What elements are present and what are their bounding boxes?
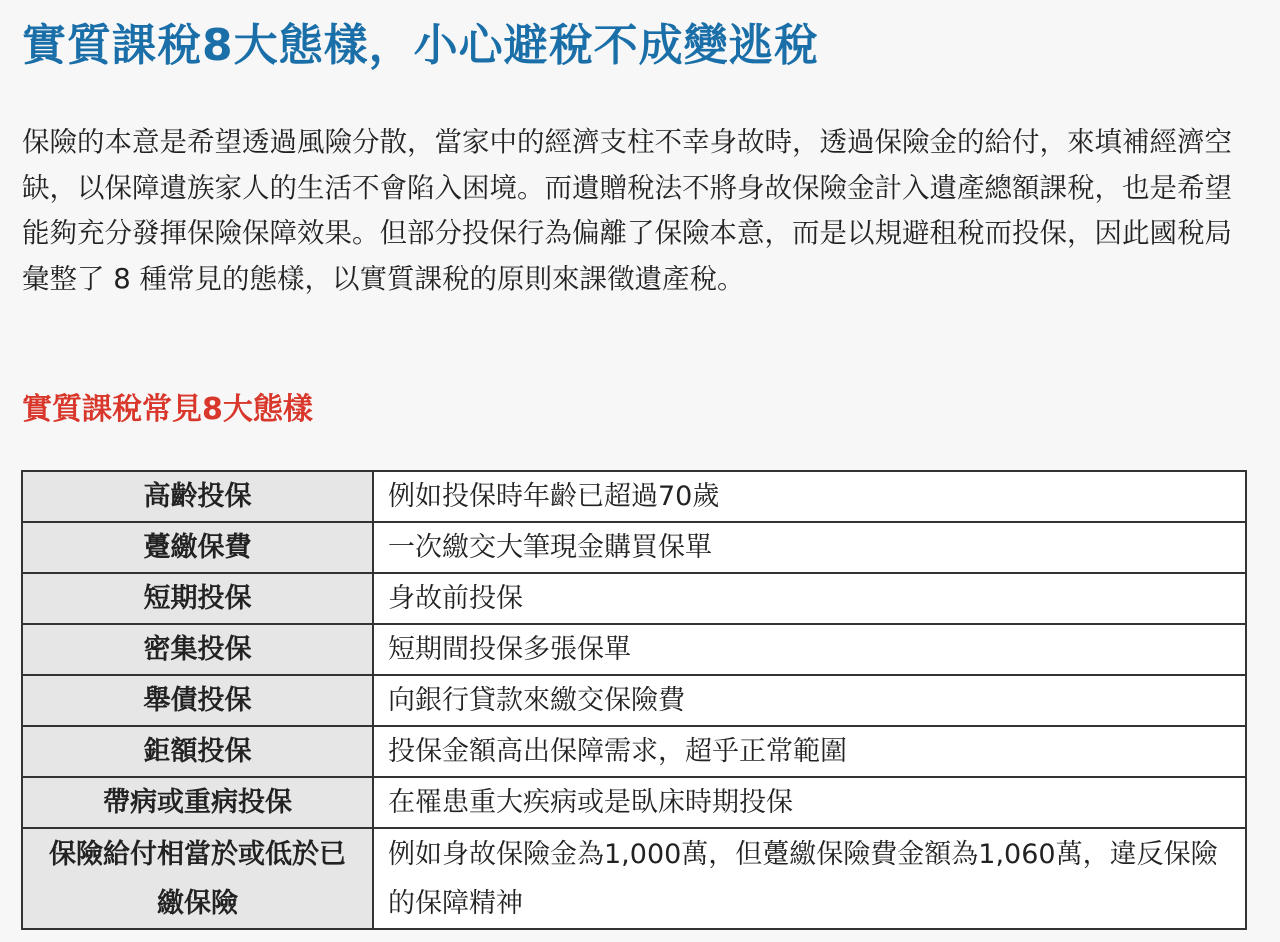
table-row <box>22 471 1246 522</box>
page-title: 實質課稅8大態樣，小心避稅不成變逃稅 <box>22 20 819 71</box>
pattern-type-cell: 密集投保 <box>22 624 373 675</box>
pattern-description-cell: 投保金額高出保障需求，超乎正常範圍 <box>373 726 1246 777</box>
pattern-type-cell: 高齡投保 <box>22 471 373 522</box>
pattern-type-cell: 保險給付相當於或低於已繳保險 <box>22 828 373 929</box>
table-row <box>22 828 1246 929</box>
pattern-description-cell: 例如身故保險金為1,000萬，但躉繳保險費金額為1,060萬，違反保險的保障精神 <box>373 828 1246 929</box>
pattern-type-cell: 短期投保 <box>22 573 373 624</box>
tax-patterns-table <box>21 470 1247 930</box>
pattern-type-cell: 舉債投保 <box>22 675 373 726</box>
pattern-description-cell: 身故前投保 <box>373 573 1246 624</box>
table-row <box>22 675 1246 726</box>
table-row <box>22 624 1246 675</box>
pattern-description-cell: 例如投保時年齡已超過70歲 <box>373 471 1246 522</box>
intro-paragraph: 保險的本意是希望透過風險分散，當家中的經濟支柱不幸身故時，透過保險金的給付，來填補經濟空缺，以保障遺族家人的生活不會陷入困境。而遺贈稅法不將身故保險金計入遺產總額課稅，也是希望能夠充分發揮保險保障效果。但部分投保行為偏離了保險本意，而是以規避租稅而投保，因此國稅局彙整了 8 種常見的態樣，以實質課稅的原則來課徵遺產稅。 <box>22 126 1232 295</box>
pattern-description-cell: 向銀行貸款來繳交保險費 <box>373 675 1246 726</box>
table-row <box>22 522 1246 573</box>
pattern-type-cell: 鉅額投保 <box>22 726 373 777</box>
table-row <box>22 726 1246 777</box>
pattern-description-cell: 在罹患重大疾病或是臥床時期投保 <box>373 777 1246 828</box>
pattern-type-cell: 帶病或重病投保 <box>22 777 373 828</box>
table-row <box>22 777 1246 828</box>
pattern-type-cell: 躉繳保費 <box>22 522 373 573</box>
table-row <box>22 573 1246 624</box>
pattern-description-cell: 一次繳交大筆現金購買保單 <box>373 522 1246 573</box>
section-subtitle: 實質課稅常見8大態樣 <box>22 392 313 427</box>
pattern-description-cell: 短期間投保多張保單 <box>373 624 1246 675</box>
